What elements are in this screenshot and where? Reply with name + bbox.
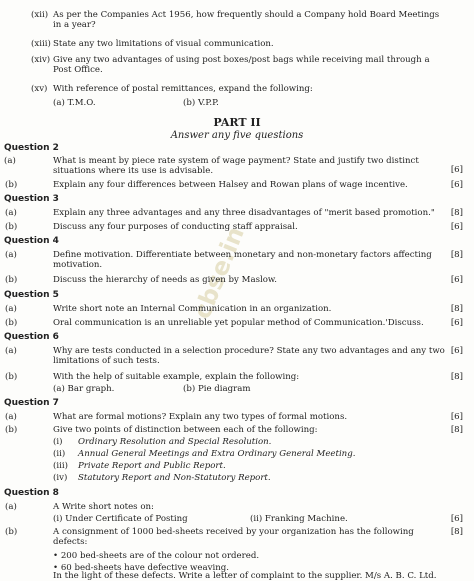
item-number: (i)	[53, 437, 63, 447]
part-text: With the help of suitable example, explain the following:	[53, 372, 300, 382]
marks: [8]	[450, 208, 463, 218]
marks: [6]	[450, 412, 463, 422]
item-text: With reference of postal remittances, expand the following:	[53, 84, 313, 94]
question-7-heading: Question 7	[4, 398, 59, 408]
marks: [6]	[450, 514, 463, 524]
part-letter: (a)	[5, 208, 17, 218]
part-text: Give two points of distinction between each of the following:	[53, 425, 318, 435]
part-text: What are formal motions? Explain any two types of formal motions.	[53, 412, 348, 422]
option-tmo: (a) T.M.O.	[53, 98, 96, 108]
part-letter: (b)	[5, 222, 18, 232]
watermark: cbse.in	[187, 222, 250, 323]
item-text: Ordinary Resolution and Special Resolution.	[78, 437, 272, 447]
part-text: Write short note an Internal Communication in an organization.	[53, 304, 332, 314]
question-4-heading: Question 4	[4, 236, 59, 246]
part-text: Discuss any four purposes of conducting staff appraisal.	[53, 222, 298, 232]
part-text: Define motivation. Differentiate between monetary and non-monetary factors affecting motivation.	[53, 250, 432, 270]
part-letter: (a)	[5, 502, 17, 512]
part-letter: (a)	[5, 412, 17, 422]
item-number: (iv)	[53, 473, 68, 483]
item-text: Private Report and Public Report.	[78, 461, 226, 471]
item-text: Give any two advantages of using post boxes/post bags while receiving mail through a Post Office.	[53, 55, 430, 75]
question-3-heading: Question 3	[4, 194, 59, 204]
q8-tail	[0, 571, 474, 581]
marks: [6]	[450, 165, 463, 175]
bullet-text: • 200 bed-sheets are of the colour not ordered.	[53, 551, 260, 561]
item-text: State any two limitations of visual communication.	[53, 39, 274, 49]
option-vpp: (b) V.P.P.	[183, 98, 219, 108]
part-letter: (a)	[4, 156, 16, 166]
question-5-heading: Question 5	[4, 290, 59, 300]
item-number: (iii)	[53, 461, 68, 471]
bullet-value: 200 bed-sheets are of the colour not ordered.	[60, 551, 260, 561]
item-number: (xii)	[31, 10, 49, 20]
marks: [8]	[450, 304, 463, 314]
marks: [6]	[450, 180, 463, 190]
item-number: (xiii)	[31, 39, 51, 49]
option-ucp: (i) Under Certificate of Posting	[53, 514, 188, 524]
tail-text: In the light of these defects. Write a letter of complaint to the supplier. M/s A. B. C. Ltd.	[53, 571, 437, 581]
item-number: (xv)	[31, 84, 48, 94]
marks: [6]	[450, 222, 463, 232]
question-8-heading: Question 8	[4, 488, 59, 498]
part-text: Explain any four differences between Halsey and Rowan plans of wage incentive.	[53, 180, 408, 190]
item-text: Annual General Meetings and Extra Ordinary General Meeting.	[78, 449, 356, 459]
part-text: A Write short notes on:	[53, 502, 154, 512]
option-pie-diagram: (b) Pie diagram	[183, 384, 251, 394]
marks: [6]	[450, 346, 463, 356]
part-text: Oral communication is an unreliable yet popular method of Communication.'Discuss.	[53, 318, 424, 328]
item-number: (xiv)	[31, 55, 51, 65]
part-text: A consignment of 1000 bed-sheets received by your organization has the following defects:	[53, 527, 414, 547]
part-title: PART II	[213, 116, 261, 129]
part-letter: (a)	[5, 346, 17, 356]
question-2-heading: Question 2	[4, 143, 59, 153]
part-letter: (b)	[5, 527, 18, 537]
option-franking: (ii) Franking Machine.	[250, 514, 348, 524]
part-text: Discuss the hierarchy of needs as given by Maslow.	[53, 275, 277, 285]
part-letter: (b)	[5, 275, 18, 285]
option-bar-graph: (a) Bar graph.	[53, 384, 115, 394]
bullet-text: • 60 bed-sheets have defective weaving.	[53, 563, 229, 573]
part-letter: (b)	[5, 372, 18, 382]
marks: [8]	[450, 425, 463, 435]
part-letter: (b)	[5, 318, 18, 328]
question-6-heading: Question 6	[4, 332, 59, 342]
part-letter: (a)	[5, 304, 17, 314]
part-letter: (b)	[5, 180, 18, 190]
marks: [6]	[450, 275, 463, 285]
marks: [8]	[450, 250, 463, 260]
marks: [6]	[450, 318, 463, 328]
bullet-value: 60 bed-sheets have defective weaving.	[60, 563, 229, 573]
part-text: Explain any three advantages and any three disadvantages of "merit based promotion."	[53, 208, 435, 218]
item-text: As per the Companies Act 1956, how frequently should a Company hold Board Meetings in a year?	[53, 10, 440, 30]
part-letter: (b)	[5, 425, 18, 435]
part-text: Why are tests conducted in a selection procedure? State any two advantages and any two limitations of such tests.	[53, 346, 445, 366]
marks: [8]	[450, 372, 463, 382]
marks: [8]	[450, 527, 463, 537]
item-number: (ii)	[53, 449, 66, 459]
item-text: Statutory Report and Non-Statutory Report.	[78, 473, 271, 483]
part-text: What is meant by piece rate system of wage payment? State and justify two distinct situations where its use is advisable.	[53, 156, 419, 176]
part-letter: (a)	[5, 250, 17, 260]
part-instruction: Answer any five questions	[170, 130, 304, 141]
